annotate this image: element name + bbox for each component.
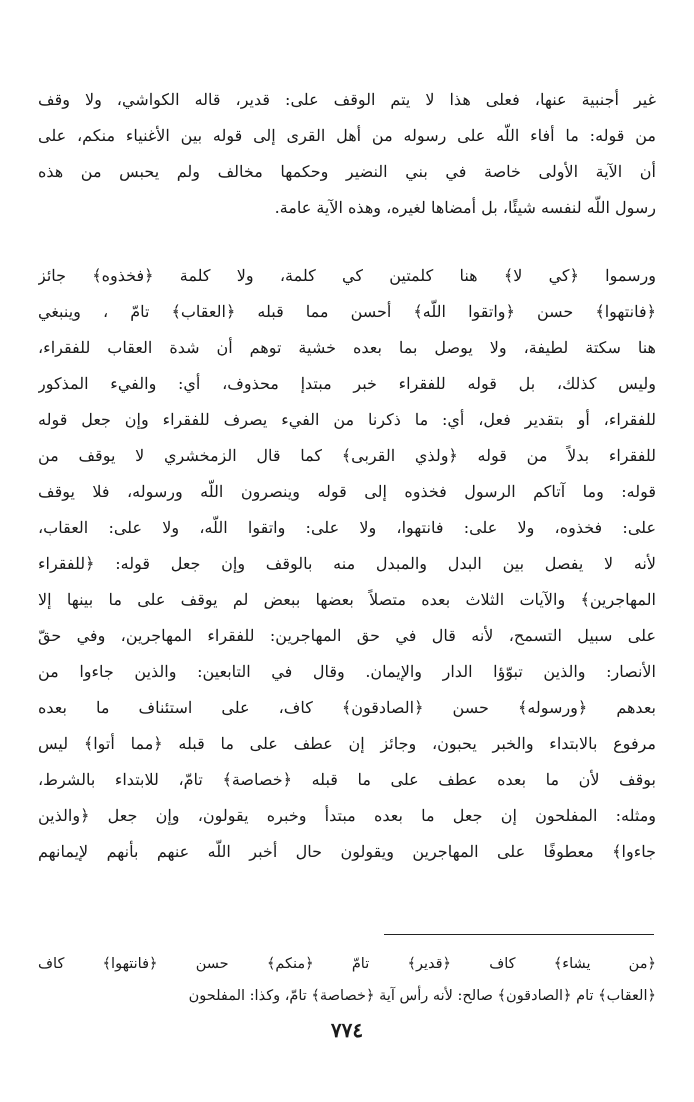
footnote-line: ﴿من يشاء﴾ كاف ﴿قدير﴾ تامّ ﴿منكم﴾ حسن ﴿فانتهوا﴾ كاف: [38, 956, 656, 972]
footnote-line: ﴿العقاب﴾ تام ﴿الصادقون﴾ صالح: لأنه رأس آية ﴿خصاصة﴾ تامّ، وكذا: المفلحون: [188, 988, 656, 1004]
text-line: للفقراء، أو بتقدير فعل، أي: ما ذكرنا من الفيء يصرف للفقراء وإن جعل قوله: [38, 410, 656, 429]
footnotes: [38, 948, 656, 1012]
text-line: قوله: وما آتاكم الرسول فخذوه إلى قوله وينصرون اللّه ورسوله، فلا يوقف: [38, 482, 656, 501]
text-line: رسول اللّه لنفسه شيئًا، بل أمضاها لغيره، وهذه الآية عامة.: [274, 198, 656, 217]
text-line: جاءوا﴾ معطوفًا على المهاجرين ويقولون حال أخبر اللّه عنهم بأنهم لإيمانهم: [38, 842, 656, 861]
text-line: من قوله: ما أفاء اللّه على رسوله من أهل القرى إلى قوله بين الأغنياء منكم، على: [38, 126, 656, 145]
text-line: وليس كذلك، بل قوله للفقراء خبر مبتدإ محذوف، أي: والفيء المذكور: [38, 374, 656, 393]
text-line: مرفوع بالابتداء والخبر يحبون، وجائز إن عطف على ما قبله ﴿مما أتوا﴾ ليس: [38, 734, 656, 753]
paragraph-2: [38, 258, 656, 870]
text-line: غير أجنبية عنها، فعلى هذا لا يتم الوقف على: قدير، قاله الكواشي، ولا وقف: [38, 90, 656, 109]
text-line: للفقراء بدلاً من قوله ﴿ولذي القربى﴾ كما قال الزمخشري لا يوقف من: [38, 446, 656, 465]
text-line: على سبيل التسمح، لأنه قال في حق المهاجرين: للفقراء المهاجرين، وفي حقّ: [38, 626, 656, 645]
text-line: ﴿فانتهوا﴾ حسن ﴿واتقوا اللّه﴾ أحسن مما قبله ﴿العقاب﴾ تامّ ، وينبغي: [38, 302, 656, 321]
paragraph-1: [38, 82, 656, 226]
text-line: هنا سكتة لطيفة، ولا يوصل بما بعده خشية توهم أن شدة العقاب للفقراء،: [38, 338, 656, 357]
text-line: ومثله: المفلحون إن جعل ما بعده مبتدأ وخبره يقولون، وإن جعل ﴿والذين: [38, 806, 656, 825]
text-line: بعدهم ﴿ورسوله﴾ حسن ﴿الصادقون﴾ كاف، على استئناف ما بعده: [38, 698, 656, 717]
text-line: ورسموا ﴿كي لا﴾ هنا كلمتين كي كلمة، ولا كلمة ﴿فخذوه﴾ جائز: [38, 266, 656, 285]
text-line: بوقف لأن ما بعده عطف على ما قبله ﴿خصاصة﴾ تامّ، للابتداء بالشرط،: [38, 770, 656, 789]
text-line: على: فخذوه، ولا على: فانتهوا، ولا على: واتقوا اللّه، ولا على: العقاب،: [38, 518, 656, 537]
page-number: ٧٧٤: [330, 1018, 364, 1042]
text-line: لأنه لا يفصل بين البدل والمبدل منه بالوقف وإن جعل قوله: ﴿للفقراء: [38, 554, 656, 573]
text-line: المهاجرين﴾ والآيات الثلاث بعده متصلاً بعضها ببعض لم يوقف على ما بينها إلا: [38, 590, 656, 609]
text-line: أن الآية الأولى خاصة في بني النضير وحكمها مخالف ولم يحبس من هذه: [38, 162, 656, 181]
text-line: الأنصار: والذين تبوّؤا الدار والإيمان. وقال في التابعين: والذين جاءوا من: [38, 662, 656, 681]
footnote-divider: [384, 934, 654, 935]
